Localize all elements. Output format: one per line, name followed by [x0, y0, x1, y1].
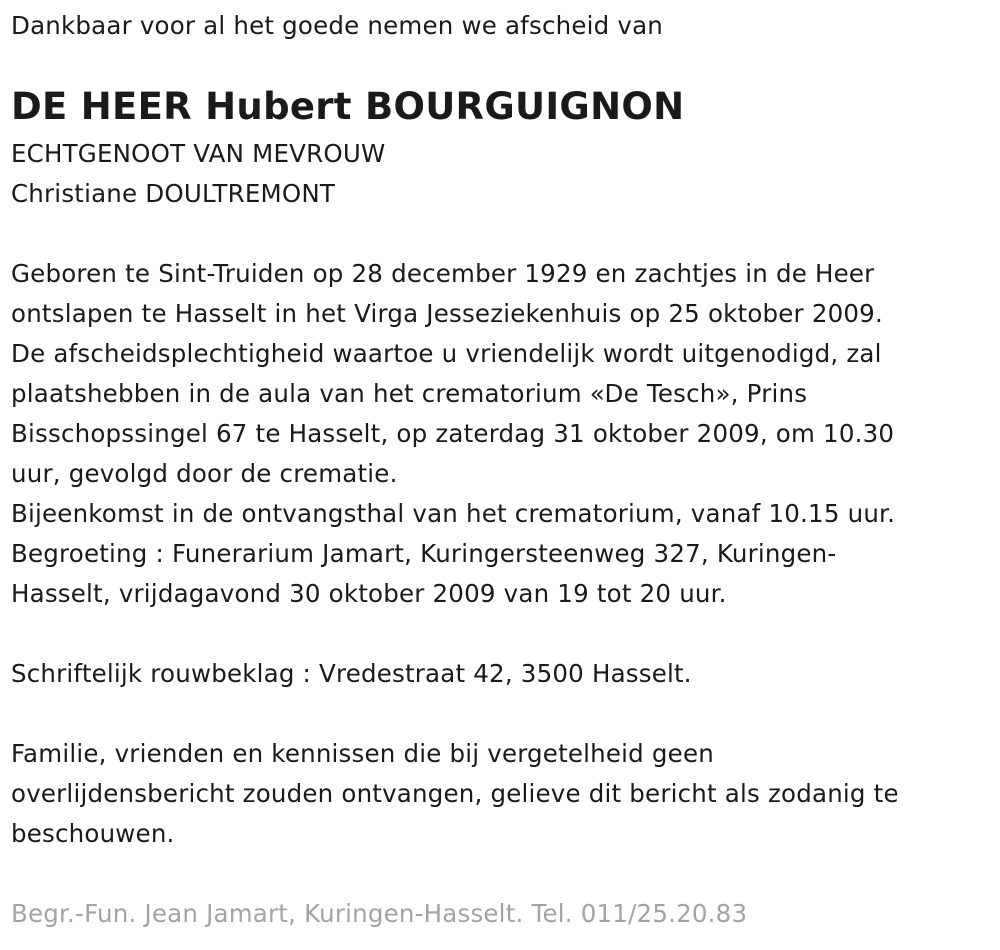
funeral-home-footer: Begr.-Fun. Jean Jamart, Kuringen-Hasselt. Tel. 011/25.20.83	[11, 899, 748, 928]
spouse-block	[11, 134, 385, 214]
body-line: Geboren te Sint-Truiden op 28 december 1929 en zachtjes in de Heer	[11, 259, 875, 288]
body-line: uur, gevolgd door de crematie.	[11, 459, 398, 488]
body-line: Hasselt, vrijdagavond 30 oktober 2009 van 19 tot 20 uur.	[11, 579, 727, 608]
body-line: Bijeenkomst in de ontvangsthal van het crematorium, vanaf 10.15 uur.	[11, 499, 896, 528]
body-line: De afscheidsplechtigheid waartoe u vriendelijk wordt uitgenodigd, zal	[11, 339, 882, 368]
body-line: Begroeting : Funerarium Jamart, Kuringersteenweg 327, Kuringen-	[11, 539, 837, 568]
body-line: plaatshebben in de aula van het crematorium «De Tesch», Prins	[11, 379, 808, 408]
body-line: ontslapen te Hasselt in het Virga Jesseziekenhuis op 25 oktober 2009.	[11, 299, 883, 328]
family-line: Familie, vrienden en kennissen die bij vergetelheid geen	[11, 739, 714, 768]
intro-line: Dankbaar voor al het goede nemen we afscheid van	[11, 11, 664, 40]
spouse-line-2: Christiane DOULTREMONT	[11, 179, 336, 208]
ceremony-details	[11, 254, 895, 614]
family-line: overlijdensbericht zouden ontvangen, gelieve dit bericht als zodanig te	[11, 779, 899, 808]
condolence-address: Schriftelijk rouwbeklag : Vredestraat 42, 3500 Hasselt.	[11, 659, 692, 688]
body-line: Bisschopssingel 67 te Hasselt, op zaterdag 31 oktober 2009, om 10.30	[11, 419, 895, 448]
family-line: beschouwen.	[11, 819, 175, 848]
spouse-line-1: ECHTGENOOT VAN MEVROUW	[11, 139, 386, 168]
family-notice	[11, 734, 899, 854]
deceased-name: DE HEER Hubert BOURGUIGNON	[11, 85, 685, 128]
